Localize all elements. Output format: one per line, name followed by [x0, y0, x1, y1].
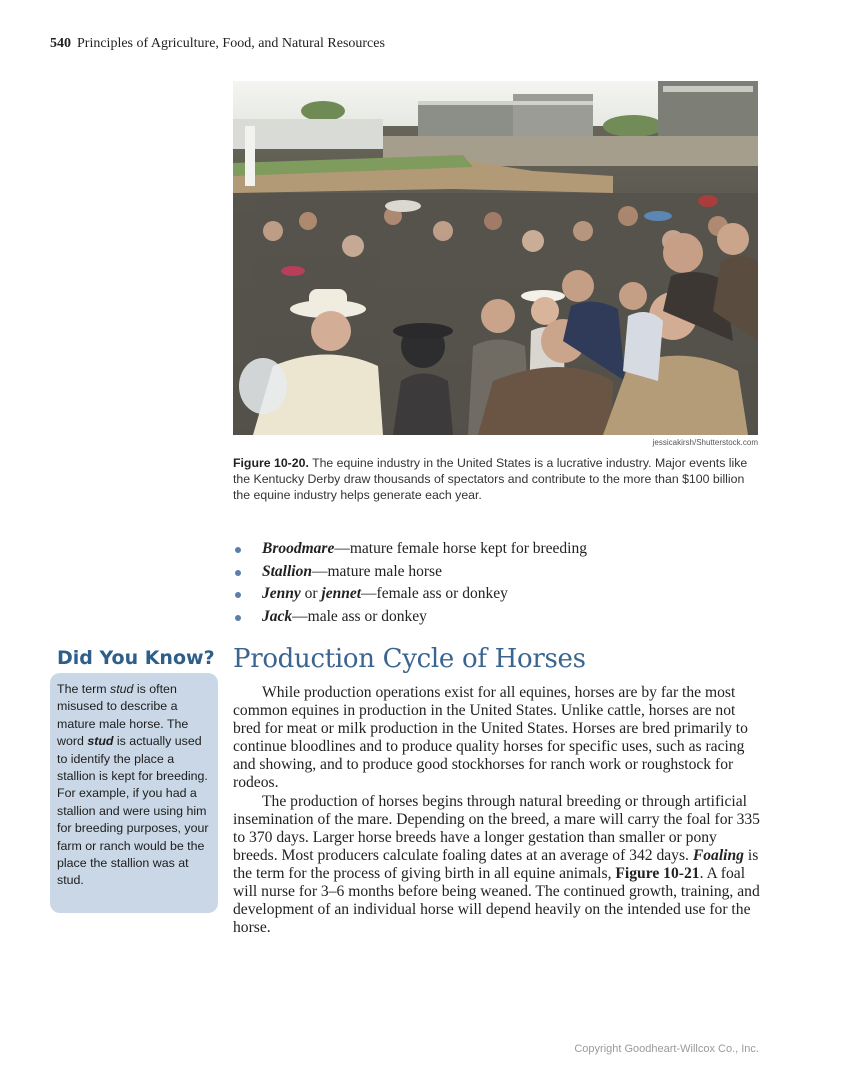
- term-list-item: Jenny or jennet—female ass or donkey: [233, 583, 587, 606]
- sidebar-title: Did You Know?: [57, 647, 215, 669]
- term-list-item: Stallion—mature male horse: [233, 561, 587, 584]
- figure-caption-text: The equine industry in the United States is a lucrative industry. Major events like the Kentucky Derby draw thousands of spectators and contribute to the more than $100 billion the equine industry helps generate each year.: [233, 456, 748, 502]
- figure-reference: Figure 10-21: [615, 864, 700, 882]
- page-number: 540: [50, 36, 71, 51]
- paragraph: The production of horses begins through natural breeding or through artificial insemination of the mare. Depending on the breed, a mare will carry the foal for 335 to 370 days. Larger horse breeds have a longer gestation than smaller or pony breeds. Most producers calculate foaling dates at an average of 342 days. Foaling is the term for the process of giving birth in all equine animals, Figure 10-21. A foal will nurse for 3–6 months before being weaned. The continued growth, training, and development of an individual horse will depend heavily on the intended use for the horse.: [233, 792, 760, 937]
- figure-label: Figure 10-20.: [233, 456, 309, 470]
- paragraph: While production operations exist for all equines, horses are by far the most common equines in production in the United States. Unlike cattle, horses are not bred for meat or milk production in the United States. Horses are bred primarily to continue bloodlines and to produce quality horses for specific uses, such as racing and showing, and to produce good stockhorses for ranch work or roughstock for rodeos.: [233, 684, 748, 792]
- term-list-item: Broodmare—mature female horse kept for breeding: [233, 538, 587, 561]
- book-title: Principles of Agriculture, Food, and Natural Resources: [77, 36, 385, 51]
- term-list-item: Jack—male ass or donkey: [233, 606, 587, 629]
- derby-crowd-photo: [233, 81, 758, 435]
- figure-caption: [233, 455, 761, 503]
- photo-credit: jessicakirsh/Shutterstock.com: [652, 438, 758, 447]
- running-head: [50, 36, 385, 52]
- did-you-know-box: The term stud is often misused to describe a mature male horse. The word stud is actually used to identify the place a stallion is kept for breeding. For example, if you had a stallion and were using him for breeding purposes, your farm or ranch would be the place the stallion was at stud.: [50, 673, 218, 913]
- term-list: [233, 538, 587, 628]
- section-body: [233, 684, 761, 937]
- section-title: Production Cycle of Horses: [233, 644, 586, 674]
- copyright-notice: Copyright Goodheart-Willcox Co., Inc.: [574, 1043, 759, 1055]
